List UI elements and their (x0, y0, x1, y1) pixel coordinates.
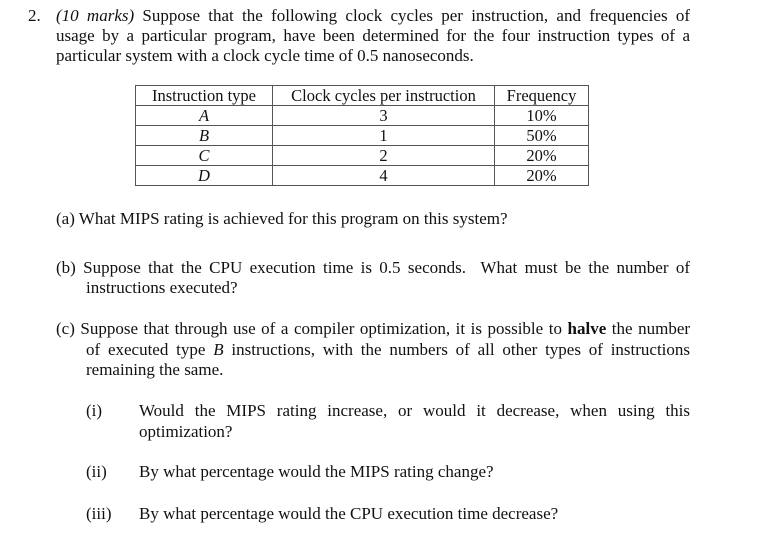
table-row (136, 146, 589, 166)
table-row (136, 106, 589, 126)
sub-iii-label: (iii) (86, 504, 112, 523)
part-c-line-3: remaining the same. (86, 360, 224, 379)
cell-frequency: 20% (495, 166, 589, 186)
cell-type: C (136, 146, 273, 166)
table-row (136, 166, 589, 186)
header-cpi: Clock cycles per instruction (273, 86, 495, 106)
cell-cpi: 2 (273, 146, 495, 166)
part-c-line-1-post: the number (611, 319, 691, 338)
sub-i-line-2: optimization? (139, 422, 233, 441)
part-c-line-2-pre: of executed type (86, 340, 206, 359)
part-b-line-2: instructions executed? (86, 278, 238, 297)
part-c-line-1-pre: (c) Suppose that through use of a compiler optimization, it is possible to (56, 319, 562, 338)
part-c-line-2-post: instructions, with the numbers of all other types of instructions (231, 340, 691, 359)
header-frequency: Frequency (495, 86, 589, 106)
sub-ii-label: (ii) (86, 462, 107, 481)
cell-cpi: 4 (273, 166, 495, 186)
part-c-line-1 (56, 319, 690, 339)
sub-i-label: (i) (86, 401, 103, 420)
part-c-halve: halve (567, 319, 607, 338)
part-c-type-b: B (213, 340, 224, 359)
part-b-line-1: (b) Suppose that the CPU execution time is 0.5 seconds. What must be the number of (56, 258, 690, 277)
question-number: 2. (28, 6, 41, 25)
sub-iii-text: By what percentage would the CPU execution time decrease? (139, 504, 559, 523)
cell-type: A (136, 106, 273, 126)
part-a: (a) What MIPS rating is achieved for this program on this system? (56, 209, 508, 228)
instruction-table (135, 85, 589, 186)
cell-cpi: 1 (273, 126, 495, 146)
header-instruction-type: Instruction type (136, 86, 273, 106)
question-line-2: usage by a particular program, have been determined for the four instruction types of a (56, 26, 690, 45)
cell-frequency: 20% (495, 146, 589, 166)
table-row (136, 126, 589, 146)
cell-frequency: 50% (495, 126, 589, 146)
question-line-3: particular system with a clock cycle time of 0.5 nanoseconds. (56, 46, 474, 65)
cell-frequency: 10% (495, 106, 589, 126)
question-marks: (10 marks) (56, 6, 135, 25)
table-header-row (136, 86, 589, 106)
part-c-line-2 (86, 340, 690, 360)
question-line-1 (56, 6, 690, 26)
cell-type: B (136, 126, 273, 146)
sub-i-line-1: Would the MIPS rating increase, or would it decrease, when using this (139, 401, 690, 420)
question-line-1-text: Suppose that the following clock cycles per instruction, and frequencies of (142, 6, 690, 25)
cell-cpi: 3 (273, 106, 495, 126)
cell-type: D (136, 166, 273, 186)
sub-ii-text: By what percentage would the MIPS rating change? (139, 462, 494, 481)
